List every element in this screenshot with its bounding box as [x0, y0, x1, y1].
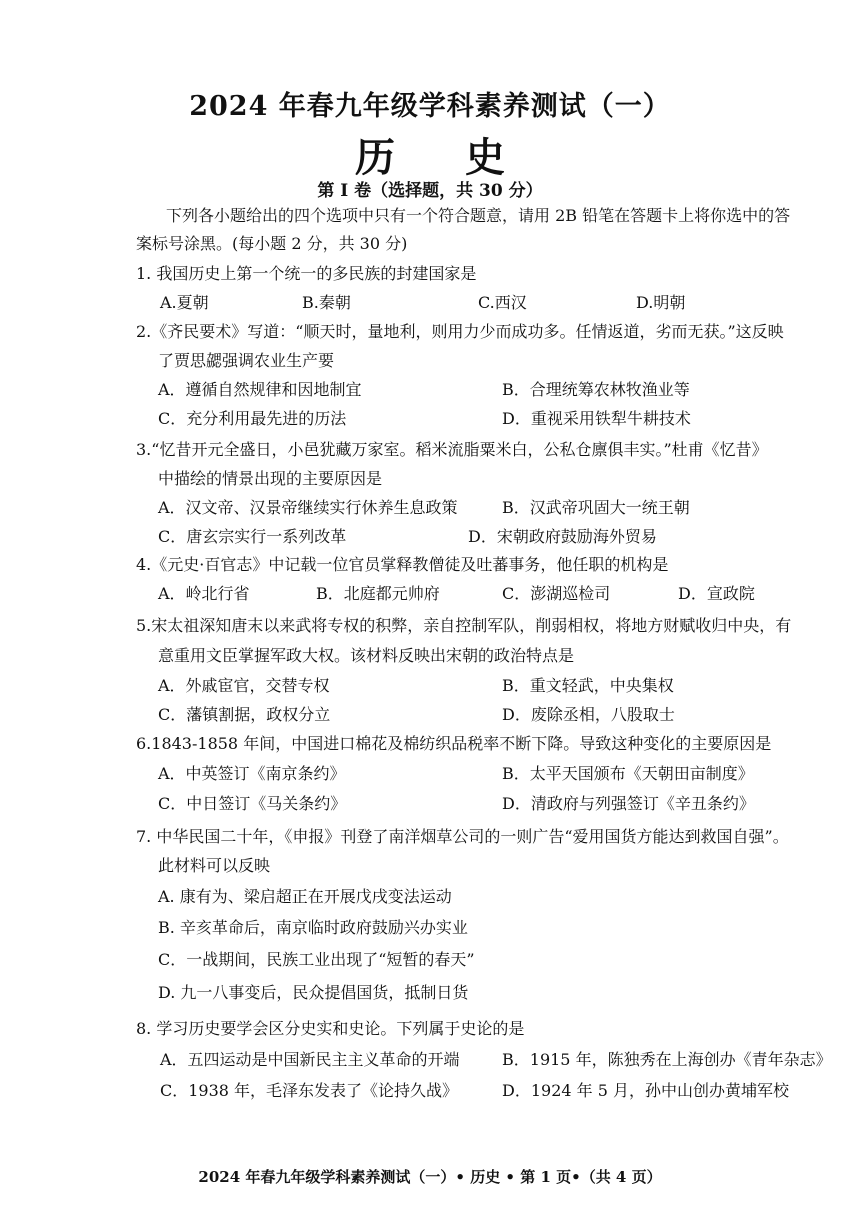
question-3-stem-1: 3.“忆昔开元全盛日，小邑犹藏万家室。稻米流脂粟米白，公私仓廪俱丰实。”杜甫《忆昔》 — [136, 440, 768, 459]
question-5-option-a: A．外戚宦官，交替专权 — [158, 676, 330, 695]
question-7-option-a: A. 康有为、梁启超正在开展戊戌变法运动 — [158, 887, 452, 906]
question-5-stem-2: 意重用文臣掌握军政大权。该材料反映出宋朝的政治特点是 — [158, 646, 575, 665]
question-1-option-d: D.明朝 — [636, 293, 686, 312]
question-4-option-a: A．岭北行省 — [158, 584, 250, 603]
question-6-stem: 6.1843-1858 年间，中国进口棉花及棉纺织品税率不断下降。导致这种变化的主要原因是 — [136, 734, 772, 753]
question-6-option-d: D．清政府与列强签订《辛丑条约》 — [502, 794, 755, 813]
question-5-option-d: D．废除丞相，八股取士 — [502, 705, 675, 724]
question-6-option-c: C．中日签订《马关条约》 — [158, 794, 347, 813]
question-2-option-c: C．充分利用最先进的历法 — [158, 409, 347, 428]
question-3-stem-2: 中描绘的情景出现的主要原因是 — [158, 469, 383, 488]
question-8-option-a: A．五四运动是中国新民主主义革命的开端 — [160, 1050, 460, 1069]
question-7-option-d: D. 九一八事变后，民众提倡国货，抵制日货 — [158, 983, 469, 1002]
section-title: 第 I 卷（选择题，共 30 分） — [317, 181, 543, 201]
question-6-option-a: A．中英签订《南京条约》 — [158, 764, 346, 783]
question-3-option-b: B．汉武帝巩固大一统王朝 — [502, 498, 690, 517]
page-footer: 2024 年春九年级学科素养测试（一）• 历史 • 第 1 页•（共 4 页） — [198, 1168, 662, 1186]
question-4-option-d: D．宣政院 — [678, 584, 755, 603]
question-2-option-a: A．遵循自然规律和因地制宜 — [158, 380, 362, 399]
question-8-option-d: D．1924 年 5 月，孙中山创办黄埔军校 — [502, 1081, 789, 1100]
question-2-stem-2: 了贾思勰强调农业生产要 — [158, 351, 335, 370]
question-3-option-c: C．唐玄宗实行一系列改革 — [158, 527, 347, 546]
question-2-option-d: D．重视采用铁犁牛耕技术 — [502, 409, 691, 428]
question-3-option-a: A．汉文帝、汉景帝继续实行休养生息政策 — [158, 498, 458, 517]
question-5-stem-1: 5.宋太祖深知唐末以来武将专权的积弊，亲自控制军队，削弱相权，将地方财赋收归中央，有 — [136, 616, 792, 635]
question-5-option-b: B．重文轻武，中央集权 — [502, 676, 674, 695]
question-1-stem: 1. 我国历史上第一个统一的多民族的封建国家是 — [136, 264, 477, 283]
question-1-option-a: A.夏朝 — [160, 293, 209, 312]
question-2-option-b: B．合理统筹农林牧渔业等 — [502, 380, 690, 399]
question-4-option-b: B．北庭都元帅府 — [316, 584, 440, 603]
instructions-line-2: 案标号涂黑。(每小题 2 分，共 30 分) — [136, 234, 408, 253]
question-4-stem: 4.《元史·百官志》中记载一位官员掌释教僧徒及吐蕃事务，他任职的机构是 — [136, 555, 669, 574]
subject-title: 历 史 — [355, 134, 533, 181]
question-3-option-d: D．宋朝政府鼓励海外贸易 — [468, 527, 657, 546]
question-1-option-c: C.西汉 — [478, 293, 527, 312]
question-5-option-c: C．藩镇割据，政权分立 — [158, 705, 331, 724]
question-7-stem-2: 此材料可以反映 — [158, 856, 271, 875]
instructions-line-1: 下列各小题给出的四个选项中只有一个符合题意，请用 2B 铅笔在答题卡上将你选中的答 — [166, 206, 791, 225]
question-2-stem-1: 2.《齐民要术》写道：“顺天时，量地利，则用力少而成功多。任情返道，劣而无获。”这反映 — [136, 322, 784, 341]
question-7-option-c: C．一战期间，民族工业出现了“短暂的春天” — [158, 950, 475, 969]
question-7-stem-1: 7. 中华民国二十年，《申报》刊登了南洋烟草公司的一则广告“爱用国货方能达到救国自强”。 — [136, 827, 789, 846]
question-8-option-c: C．1938 年，毛泽东发表了《论持久战》 — [160, 1081, 459, 1100]
question-8-option-b: B．1915 年，陈独秀在上海创办《青年杂志》 — [502, 1050, 832, 1069]
question-1-option-b: B.秦朝 — [302, 293, 351, 312]
question-7-option-b: B. 辛亥革命后，南京临时政府鼓励兴办实业 — [158, 918, 468, 937]
question-6-option-b: B．太平天国颁布《天朝田亩制度》 — [502, 764, 754, 783]
question-8-stem: 8. 学习历史要学会区分史实和史论。下列属于史论的是 — [136, 1019, 525, 1038]
question-4-option-c: C．澎湖巡检司 — [502, 584, 611, 603]
exam-title: 2024 年春九年级学科素养测试（一） — [189, 91, 671, 122]
